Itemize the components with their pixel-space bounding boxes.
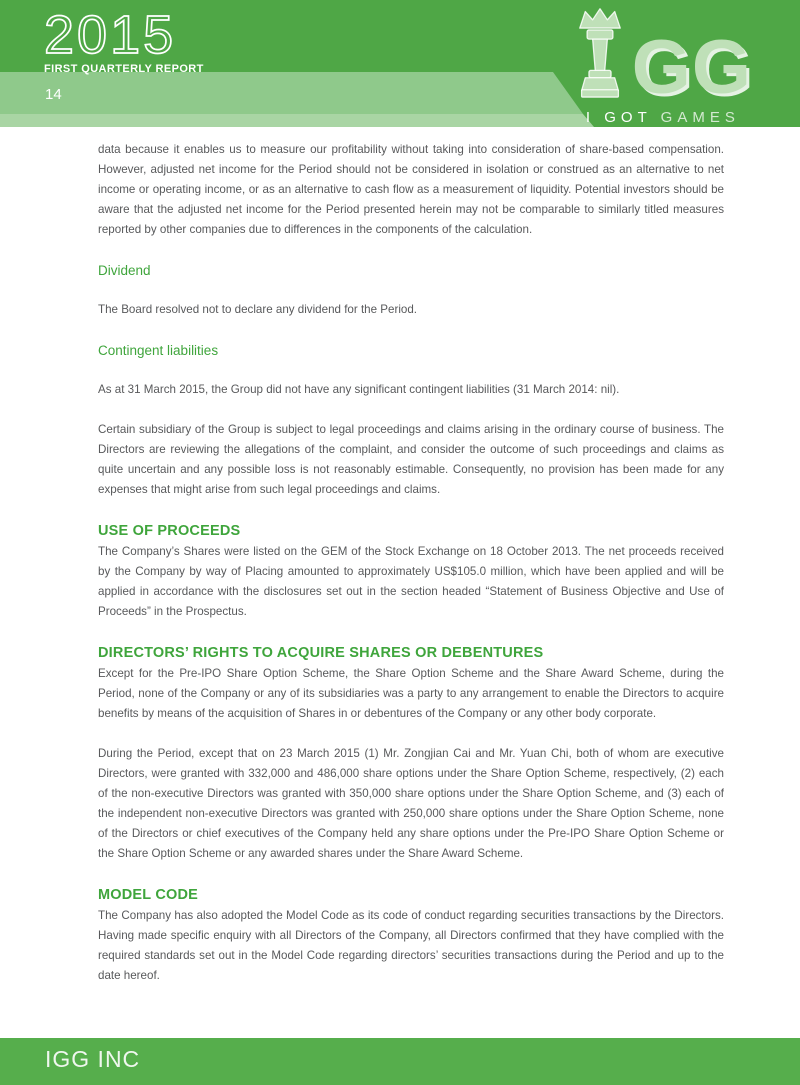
igg-logo-row (574, 6, 752, 110)
body-paragraph: The Company has also adopted the Model Code as its code of conduct regarding securities transactions by the Directors. Having made specific enquiry with all Directors of the Company, all Directors confirmed that they have complied with the required standards set out in the Model Code regarding directors’ securities transactions during the Period and up to the date hereof. (98, 909, 724, 982)
page-number: 14 (45, 86, 62, 103)
body-paragraph: During the Period, except that on 23 March 2015 (1) Mr. Zongjian Cai and Mr. Yuan Chi, both of whom are executive Directors, were granted with 332,000 and 486,000 share options under the Share Option Scheme, respectively, (2) each of the non-executive Directors was granted with 350,000 share options under the Share Option Scheme, and (3) each of the independent non-executive Directors was granted with 250,000 share options under the Share Option Scheme, none of the Directors or chief executives of the Company held any share options under the Pre-IPO Share Option Scheme or the Share Option Scheme or any awarded shares under the Share Award Scheme. (98, 747, 724, 860)
chess-pawn-crown-icon (574, 6, 626, 103)
section-heading-dividend: Dividend (98, 263, 151, 278)
header-lighter-band (0, 114, 594, 127)
igg-acronym: GG (631, 25, 752, 110)
igg-logo (574, 6, 752, 126)
body-paragraph: As at 31 March 2015, the Group did not have any significant contingent liabilities (31 March 2014: nil). (98, 383, 620, 396)
body-paragraph: Except for the Pre-IPO Share Option Scheme, the Share Option Scheme and the Share Award Scheme, during the Period, none of the Company or any of its subsidiaries was a party to any arrangement to enable the Directors to acquire benefits by means of the acquisition of Shares in or debentures of the Company or any other body corporate. (98, 667, 724, 720)
body-paragraph: Certain subsidiary of the Group is subject to legal proceedings and claims arising in the ordinary course of business. The Directors are reviewing the allegations of the complaint, and consider the outcome of such proceedings and claims as quite uncertain and any possible loss is not reasonably estimable. Consequently, no provision has been made for any expenses that might arise from such legal proceedings and claims. (98, 423, 724, 496)
page-footer (0, 1038, 800, 1085)
report-year: 2015 (44, 5, 177, 65)
body-paragraph: The Board resolved not to declare any dividend for the Period. (98, 303, 418, 316)
section-heading-contingent-liabilities: Contingent liabilities (98, 343, 219, 358)
igg-tagline-left: I GOT (585, 109, 652, 126)
report-year-logo (44, 5, 204, 75)
section-heading-directors-rights: DIRECTORS’ RIGHTS TO ACQUIRE SHARES OR DEBENTURES (98, 645, 544, 661)
igg-tagline-right: GAMES (660, 109, 740, 126)
section-heading-use-of-proceeds: USE OF PROCEEDS (98, 523, 241, 539)
igg-tagline (586, 109, 740, 126)
report-title: FIRST QUARTERLY REPORT (44, 63, 204, 75)
body-paragraph: data because it enables us to measure our profitability without taking into consideration of share-based compensation. However, adjusted net income for the Period should not be considered in isolation or construed as an alternative to net income or operating income, or as an alternative to cash flow as a measurement of liquidity. Potential investors should be aware that the adjusted net income for the Period presented herein may not be comparable to similarly titled measures reported by other companies due to differences in the components of the calculation. (98, 143, 724, 236)
document-body (0, 127, 800, 986)
header-light-band (0, 72, 583, 114)
body-paragraph: The Company’s Shares were listed on the GEM of the Stock Exchange on 18 October 2013. The net proceeds received by the Company by way of Placing amounted to approximately US$105.0 million, which have been applied and will be applied in accordance with the disclosures set out in the section headed “Statement of Business Objective and Use of Proceeds” in the Prospectus. (98, 545, 724, 618)
company-name: IGG INC (45, 1046, 141, 1072)
page-header (0, 0, 800, 127)
section-heading-model-code: MODEL CODE (98, 887, 199, 903)
